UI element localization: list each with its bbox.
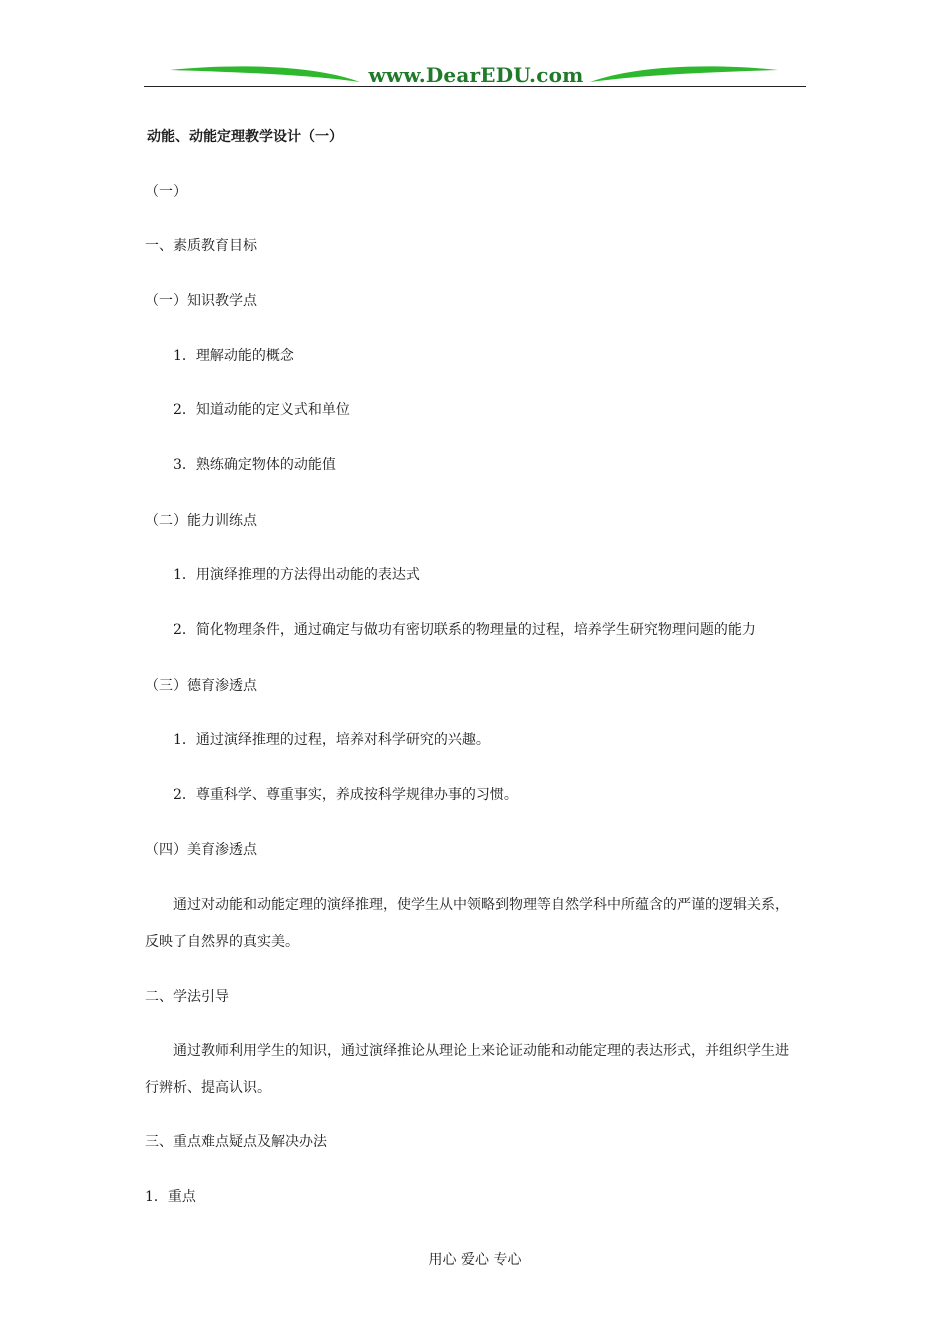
list-item: 2．知道动能的定义式和单位 xyxy=(173,402,350,418)
page-footer: 用心 爱心 专心 xyxy=(428,1252,522,1268)
dearedu-logo xyxy=(170,60,780,90)
paragraph-line: 通过教师利用学生的知识，通过演绎推论从理论上来论证动能和动能定理的表达形式，并组织学生进 xyxy=(173,1043,789,1059)
section-heading: 二、学法引导 xyxy=(145,989,229,1005)
section-heading: 三、重点难点疑点及解决办法 xyxy=(145,1134,327,1150)
paragraph-line: 通过对动能和动能定理的演绎推理，使学生从中领略到物理等自然学科中所蕴含的严谨的逻辑关系， xyxy=(173,897,789,913)
list-item: 1．重点 xyxy=(145,1189,196,1205)
list-item: 1．通过演绎推理的过程，培养对科学研究的兴趣。 xyxy=(173,732,490,748)
section-heading: 一、素质教育目标 xyxy=(145,238,257,254)
right-wing-icon xyxy=(590,66,778,82)
list-item: 1．理解动能的概念 xyxy=(173,348,294,364)
paragraph-line: 反映了自然界的真实美。 xyxy=(145,934,299,950)
list-item: 3．熟练确定物体的动能值 xyxy=(173,457,336,473)
subsection-heading: （一）知识教学点 xyxy=(145,293,257,309)
document-title: 动能、动能定理教学设计（一） xyxy=(147,129,343,145)
text-line: （一） xyxy=(145,184,187,200)
paragraph-line: 行辨析、提高认识。 xyxy=(145,1080,271,1096)
left-wing-icon xyxy=(170,66,360,82)
subsection-heading: （三）德育渗透点 xyxy=(145,678,257,694)
logo-text: www.DearEDU.com xyxy=(368,63,584,87)
subsection-heading: （二）能力训练点 xyxy=(145,513,257,529)
list-item: 1．用演绎推理的方法得出动能的表达式 xyxy=(173,567,420,583)
list-item: 2．尊重科学、尊重事实，养成按科学规律办事的习惯。 xyxy=(173,787,518,803)
subsection-heading: （四）美育渗透点 xyxy=(145,842,257,858)
list-item: 2．简化物理条件，通过确定与做功有密切联系的物理量的过程，培养学生研究物理问题的能力 xyxy=(173,622,756,638)
